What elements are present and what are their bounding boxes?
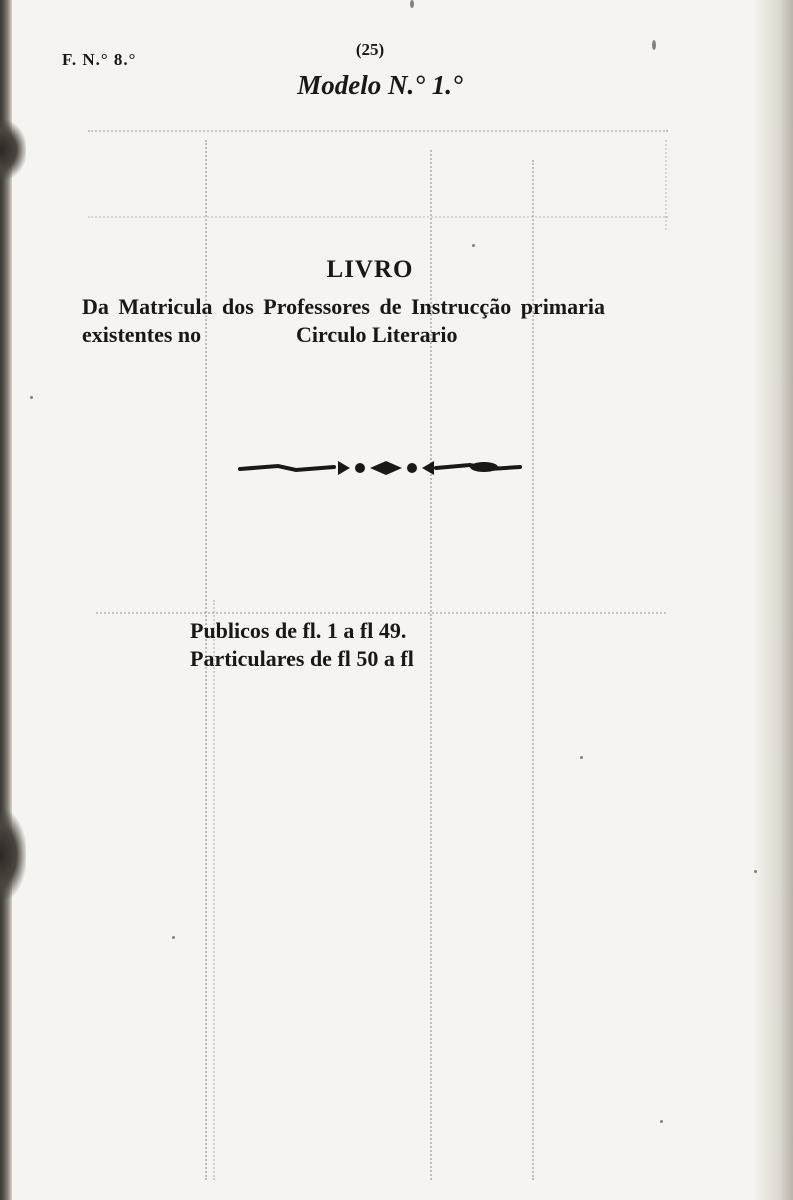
speck [410,0,414,8]
particulares-range: Particulares de fl 50 a fl [190,646,414,671]
ruled-line [213,600,215,1180]
model-number: Modelo N.° 1.° [297,70,463,100]
speck [172,936,175,939]
speck [30,396,33,399]
title-line-2-left: existentes no [82,322,202,347]
speck [472,244,475,247]
ruled-line [88,216,668,218]
ruled-line [88,130,668,132]
speck [580,756,583,759]
binding-shadow [0,120,26,180]
speck [754,870,757,873]
title-line-1: Da Matricula dos Professores de Instrucção primaria [82,294,606,319]
binding-shadow [0,810,26,900]
form-reference: F. N.° 8.° [62,50,137,69]
document-heading: LIVRO [326,256,414,283]
speck [652,40,656,50]
title-line-2-right: Circulo Literario [296,322,458,347]
speck [660,1120,663,1123]
ornamental-divider-icon [238,456,522,480]
binding-edge [0,0,12,1200]
ruled-line [665,140,667,230]
publicos-range: Publicos de fl. 1 a fl 49. [190,618,407,643]
ruled-line [96,612,666,614]
page-number: (25) [355,40,385,59]
page-edge-shadow [753,0,793,1200]
